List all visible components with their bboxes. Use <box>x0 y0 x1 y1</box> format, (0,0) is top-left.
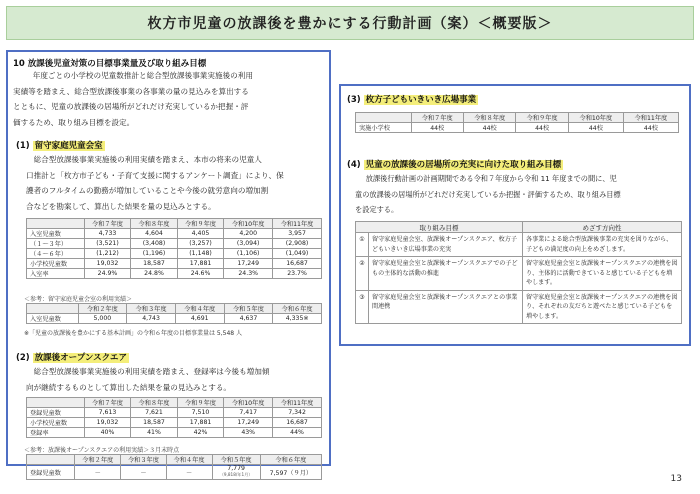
table-header <box>27 398 85 408</box>
table-header: 令和３年度 <box>127 304 176 314</box>
table-row <box>27 428 322 438</box>
goals-table <box>355 221 682 324</box>
row-number: ② <box>356 257 369 291</box>
table-cell: 4,637 <box>224 314 273 324</box>
table-header: 令和10年度 <box>224 219 273 229</box>
direction-cell: 留守家庭児童会室と放課後オープンスクエアの連携を図り、主体的に活動できていると感じている子どもを増やします。 <box>523 257 682 291</box>
table-cell: 44校 <box>463 123 515 133</box>
table-header: 令和５年度 <box>224 304 273 314</box>
subsection-number: (4) <box>347 160 361 170</box>
table-cell: 7,597（９月） <box>260 465 321 480</box>
intro-line: 価するため、取り組み目標を設定。 <box>13 117 135 127</box>
table-cell: (1,196) <box>131 249 178 259</box>
subsection-heading-3 <box>347 93 478 105</box>
table-row <box>27 465 322 480</box>
table-header: 令和７年度 <box>411 113 463 123</box>
table-cell: (1,106) <box>224 249 273 259</box>
subsection-number: (2) <box>16 353 30 363</box>
intro-line: とともに、児童の放課後の居場所がどれだけ充実しているか把握・評 <box>13 102 249 111</box>
subsection-title: 児童の放課後の居場所の充実に向けた取り組み目標 <box>365 160 562 170</box>
table-header <box>27 455 75 465</box>
intro-text <box>13 68 325 130</box>
title-banner <box>6 6 694 40</box>
goal-cell: 留守家庭児童会室と放課後オープンスクエアでの子どもの主体的な活動の推進 <box>369 257 523 291</box>
table-cell: 41% <box>131 428 178 438</box>
body-line: 総合型放課後事業実施後の利用実績を踏まえ、本市の将来の児童人 <box>33 155 262 164</box>
table-cell: 入室児童数 <box>27 314 79 324</box>
intro-line: 年度ごとの小学校の児童数推計と総合型放課後事業実施後の利用 <box>32 71 253 80</box>
table-header: 令和８年度 <box>463 113 515 123</box>
table-cell: (1,148) <box>177 249 224 259</box>
body-line: 合などを勘案して、算出した結果を量の見込みとする。 <box>26 201 216 211</box>
subsection-title: 留守家庭児童会室 <box>34 141 103 151</box>
table-row <box>356 257 682 291</box>
ikiiki-table <box>355 112 679 133</box>
table-header: 令和５年度 <box>212 455 260 465</box>
table-cell: 4,743 <box>127 314 176 324</box>
table-header: 令和11年度 <box>273 219 322 229</box>
table-cell: 43% <box>224 428 273 438</box>
body-line: 口推計と「枚方市子ども・子育て支援に関するアンケート調査」により、保 <box>26 170 284 180</box>
body-line: 護者のフルタイムの勤務が増加していることや今後の就労意向の増加割 <box>26 186 269 195</box>
cell-subnote: （9,818/年1月） <box>219 472 253 477</box>
table-cell: 4,691 <box>175 314 224 324</box>
left-panel <box>6 50 331 477</box>
table-cell: 実施小学校 <box>356 123 412 133</box>
table-cell: 7,613 <box>84 408 131 418</box>
table-cell: (2,908) <box>273 239 322 249</box>
table-cell: 4,405 <box>177 229 224 239</box>
subsection-heading-4 <box>347 158 563 170</box>
page-title: 枚方市児童の放課後を豊かにする行動計画（案）＜概要版＞ <box>147 16 553 32</box>
table-header: 令和10年度 <box>568 113 623 123</box>
subsection-heading-2 <box>16 351 129 363</box>
open-square-forecast-table <box>26 397 322 438</box>
table-cell: 4,335※ <box>273 314 322 324</box>
table-header: 令和４年度 <box>175 304 224 314</box>
table-row <box>356 233 682 257</box>
cell-value: 7,779 <box>227 465 245 472</box>
table-cell: 登録児童数 <box>27 465 75 480</box>
table-cell: － <box>166 465 212 480</box>
table-cell: 23.7% <box>273 269 322 279</box>
table-cell: 7,621 <box>131 408 178 418</box>
reference-label: ＜参考：放課後オープンスクエアの利用実績＞３月末時点 <box>24 447 180 454</box>
table-cell: 44校 <box>568 123 623 133</box>
kaishitsu-forecast-table <box>26 218 322 279</box>
table-cell: 44% <box>273 428 322 438</box>
table-cell: (3,408) <box>131 239 178 249</box>
table-header: 令和４年度 <box>166 455 212 465</box>
table-cell: 24.8% <box>131 269 178 279</box>
reference-label: ＜参考：留守家庭児童会室の利用実績＞ <box>24 296 133 303</box>
table-header-row <box>27 398 322 408</box>
table-header-row <box>356 113 679 123</box>
table-cell: 17,249 <box>224 259 273 269</box>
table-header: 令和７年度 <box>84 219 131 229</box>
intro-line: 実績等を踏まえ、総合型放課後事業の各事業の量の見込みを算出する <box>13 86 249 96</box>
table-cell: 小学校児童数 <box>27 259 85 269</box>
table-cell: （４～６年） <box>27 249 85 259</box>
table-cell: 24.9% <box>84 269 131 279</box>
table-row <box>356 123 679 133</box>
direction-cell: 各事業による総合型放課後事業の充実を図りながら、子どもの満足度の向上をめざします。 <box>523 233 682 257</box>
table-row <box>27 408 322 418</box>
table-cell: 入室率 <box>27 269 85 279</box>
table-cell: 4,733 <box>84 229 131 239</box>
table-header: 令和10年度 <box>224 398 273 408</box>
table-header: 令和８年度 <box>131 398 178 408</box>
table-header: 令和９年度 <box>177 219 224 229</box>
subsection-number: (3) <box>347 95 361 105</box>
body-line: を設定する。 <box>355 205 399 214</box>
subsection-1-text <box>26 152 328 214</box>
table-cell: 4,200 <box>224 229 273 239</box>
table-row <box>27 229 322 239</box>
table-cell <box>212 465 260 480</box>
table-cell: 18,587 <box>131 259 178 269</box>
page-number: 13 <box>670 474 682 484</box>
table-header: 令和７年度 <box>84 398 131 408</box>
subsection-4-text <box>355 171 689 218</box>
section-heading: 10 放課後児童対策の目標事業量及び取り組み目標 <box>13 59 207 69</box>
table-cell: 5,000 <box>78 314 127 324</box>
row-number: ① <box>356 233 369 257</box>
table-header: 令和９年度 <box>177 398 224 408</box>
goal-cell: 留守家庭児童会室、放課後オープンスクエア、枚方子どもいきいき広場事業の充実 <box>369 233 523 257</box>
table-header: 令和８年度 <box>131 219 178 229</box>
table-header: 令和６年度 <box>273 304 322 314</box>
table-cell: 40% <box>84 428 131 438</box>
table-header <box>27 304 79 314</box>
table-cell: 17,881 <box>177 259 224 269</box>
table-header: 令和２年度 <box>78 304 127 314</box>
goal-cell: 留守家庭児童会室と放課後オープンスクエアとの事業間連携 <box>369 290 523 324</box>
subsection-title: 放課後オープンスクエア <box>34 353 127 363</box>
table-cell: 42% <box>177 428 224 438</box>
table-header: 令和３年度 <box>121 455 167 465</box>
table-cell: (3,257) <box>177 239 224 249</box>
subsection-2-text <box>26 364 328 395</box>
table-cell: 44校 <box>411 123 463 133</box>
table-header: 令和２年度 <box>75 455 121 465</box>
table-header <box>27 219 85 229</box>
table-cell: 4,604 <box>131 229 178 239</box>
table-cell: 24.3% <box>224 269 273 279</box>
table-header: 令和11年度 <box>273 398 322 408</box>
table-cell: 7,510 <box>177 408 224 418</box>
table-header: 令和６年度 <box>260 455 321 465</box>
body-line: 放課後行動計画の計画期間である令和７年度から令和 11 年度までの間に、児 <box>365 174 617 183</box>
table-cell: (1,049) <box>273 249 322 259</box>
table-cell: 3,957 <box>273 229 322 239</box>
table-header-row <box>27 304 322 314</box>
table-header: 令和９年度 <box>516 113 568 123</box>
table-row <box>27 239 322 249</box>
table-cell: 44校 <box>623 123 678 133</box>
table-header <box>356 113 412 123</box>
table-header-row <box>27 455 322 465</box>
table-header: 令和11年度 <box>623 113 678 123</box>
kaishitsu-actual-table <box>26 303 322 324</box>
table-cell: 入室児童数 <box>27 229 85 239</box>
table-cell: (3,094) <box>224 239 273 249</box>
table-cell: 7,342 <box>273 408 322 418</box>
table-cell: 44校 <box>516 123 568 133</box>
table-row <box>27 314 322 324</box>
table-row <box>27 269 322 279</box>
table-header-row <box>356 222 682 233</box>
table-cell: 登録率 <box>27 428 85 438</box>
table-row <box>27 418 322 428</box>
table-row <box>27 249 322 259</box>
subsection-title: 枚方子どもいきいき広場事業 <box>365 95 477 105</box>
table-cell: － <box>75 465 121 480</box>
table-cell: 18,587 <box>131 418 178 428</box>
row-number: ③ <box>356 290 369 324</box>
footnote: ※「児童の放課後を豊かにする基本計画」の令和６年度の目標事業量は 5,548 人 <box>24 330 243 337</box>
table-cell: 登録児童数 <box>27 408 85 418</box>
table-header: めざす方向性 <box>523 222 682 233</box>
body-line: 総合型放課後事業実施後の利用実績を踏まえ、登録率は今後も増加傾 <box>33 367 270 376</box>
body-line: 童の放課後の居場所がどれだけ充実しているか把握・評価するため、取り組み目標 <box>355 189 621 199</box>
table-header: 取り組み目標 <box>356 222 523 233</box>
table-cell: 24.6% <box>177 269 224 279</box>
subsection-heading-1 <box>16 139 105 151</box>
body-line: 向が継続するものとして算出した結果を量の見込みとする。 <box>26 382 232 392</box>
subsection-number: (1) <box>16 141 30 151</box>
table-row <box>27 259 322 269</box>
table-cell: 19,032 <box>84 259 131 269</box>
table-cell: 7,417 <box>224 408 273 418</box>
table-cell: 17,249 <box>224 418 273 428</box>
table-header-row <box>27 219 322 229</box>
table-cell: 16,687 <box>273 259 322 269</box>
right-panel <box>339 84 691 346</box>
table-row <box>356 290 682 324</box>
table-cell: （１～３年） <box>27 239 85 249</box>
table-cell: 19,032 <box>84 418 131 428</box>
table-cell: 16,687 <box>273 418 322 428</box>
table-cell: (3,521) <box>84 239 131 249</box>
table-cell: (1,212) <box>84 249 131 259</box>
direction-cell: 留守家庭児童会室と放課後オープンスクエアの連携を図り、それぞれの友だちと遊べたと感じている子どもを増やします。 <box>523 290 682 324</box>
table-cell: － <box>121 465 167 480</box>
open-square-actual-table <box>26 454 322 480</box>
table-cell: 17,881 <box>177 418 224 428</box>
table-cell: 小学校児童数 <box>27 418 85 428</box>
